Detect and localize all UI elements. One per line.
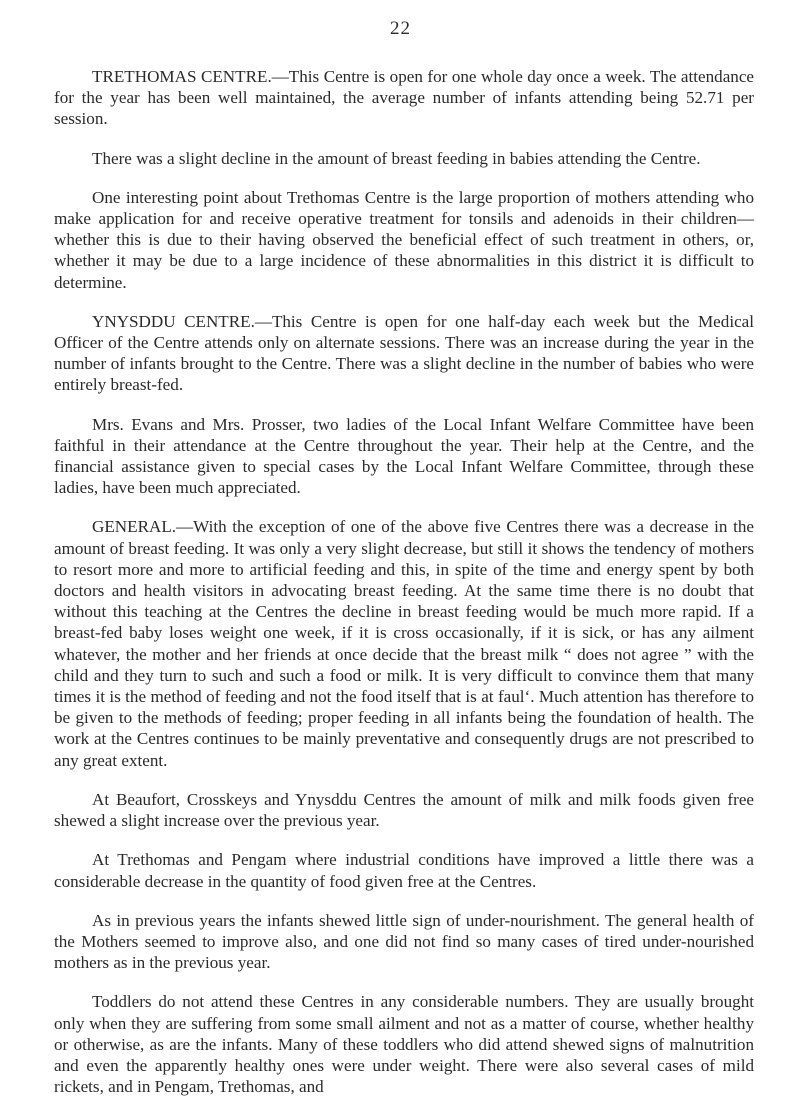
paragraph-under-nourishment: As in previous years the infants shewed little sign of under-nourishment. The general health of the Mothers seemed to improve also, and one did not find so many cases of tired under-nourished mothers as in the previous year. <box>54 910 754 973</box>
paragraph-trethomas-centre: TRETHOMAS CENTRE.—This Centre is open for one whole day once a week. The attendance for the year has been well maintained, the average number of infants attending being 52.71 per session. <box>54 67 754 129</box>
paragraph-breast-feeding-decline: There was a slight decline in the amount of breast feeding in babies attending the Centre. <box>92 148 701 168</box>
document-body <box>54 66 754 1115</box>
paragraph-welfare-committee-ladies: Mrs. Evans and Mrs. Prosser, two ladies of the Local Infant Welfare Committee have been faithful in their attendance at the Centre throughout the year. Their help at the Centre, and the financial assistance given to special cases by the Local Infant Welfare Committee, through these ladies, have been much appreciated. <box>54 414 754 498</box>
paragraph-tonsils-adenoids: One interesting point about Trethomas Centre is the large proportion of mothers attending who make application for and receive operative treatment for tonsils and adenoids in their children—whether this is due to their having observed the beneficial effect of such treatment in others, or, whether it may be due to a large incidence of these abnormalities in this district it is difficult to determine. <box>54 187 754 292</box>
paragraph-food-decrease: At Trethomas and Pengam where industrial conditions have improved a little there was a considerable decrease in the quantity of food given free at the Centres. <box>54 850 754 891</box>
paragraph-ynysddu-centre: YNYSDDU CENTRE.—This Centre is open for one half-day each week but the Medical Officer of the Centre attends only on alternate sessions. There was an increase during the year in the number of infants brought to the Centre. There was a slight decline in the number of babies who were entirely breast-fed. <box>54 311 754 395</box>
page-number: 22 <box>390 18 411 39</box>
paragraph-toddlers: Toddlers do not attend these Centres in any considerable numbers. They are usually brought only when they are suffering from some small ailment and not as a matter of course, whether healthy or otherwise, as are the infants. Many of these toddlers who did attend shewed signs of malnutrition and even the apparently healthy ones were under weight. There were also several cases of mild rickets, and in Pengam, Trethomas, and <box>54 992 754 1097</box>
paragraph-general: GENERAL.—With the exception of one of the above five Centres there was a decrease in the amount of breast feeding. It was only a very slight decrease, but still it shows the tendency of mothers to resort more and more to artificial feeding and this, in spite of the time and energy spent by both doctors and health visitors in advocating breast feeding. At the same time there is no doubt that without this teaching at the Centres the decline in breast feeding would be much more rapid. If a breast-fed baby loses weight one week, if it is cross occasionally, if it is sick, or has any ailment whatever, the mother and her friends at once decide that the breast milk “ does not agree ” with the child and they turn to such and such a food or milk. It is very difficult to convince them that many times it is the method of feeding and not the food itself that is at faul‘. Much attention has therefore to be given to the methods of feeding; proper feeding in all infants being the foundation of health. The work at the Centres continues to be mainly preventative and consequently drugs are not prescribed to any great extent. <box>54 517 754 770</box>
paragraph-milk-foods-increase: At Beaufort, Crosskeys and Ynysddu Centres the amount of milk and milk foods given free shewed a slight increase over the previous year. <box>54 789 754 831</box>
